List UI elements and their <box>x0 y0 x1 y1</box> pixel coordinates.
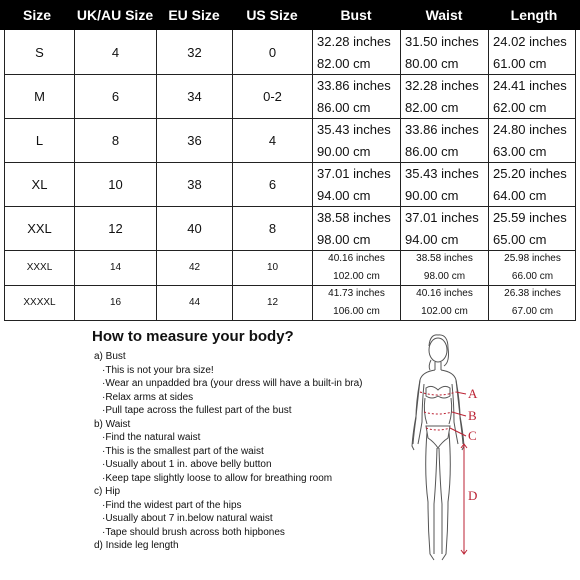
guide-line: ·Find the widest part of the hips <box>102 499 242 511</box>
table-header <box>0 0 580 30</box>
bust-inches: 40.16 inches <box>328 253 385 265</box>
waist-cell <box>400 162 488 206</box>
size-cell: L <box>4 118 74 162</box>
bust-cell <box>312 118 400 162</box>
uk-size-cell: 16 <box>74 285 156 320</box>
waist-cm: 80.00 cm <box>405 55 459 71</box>
waist-cm: 82.00 cm <box>405 99 459 115</box>
table-body <box>4 30 576 320</box>
header-length: Length <box>510 7 558 23</box>
length-inches: 24.41 inches <box>493 77 567 93</box>
header-waist: Waist <box>425 7 463 23</box>
bust-inches: 32.28 inches <box>317 33 391 49</box>
waist-cm: 86.00 cm <box>405 143 459 159</box>
length-inches: 24.80 inches <box>493 121 567 137</box>
length-inches: 25.59 inches <box>493 209 567 225</box>
bust-cell <box>312 206 400 250</box>
length-cm: 63.00 cm <box>493 143 547 159</box>
us-size-cell: 0 <box>232 30 312 74</box>
uk-size-cell: 12 <box>74 206 156 250</box>
bust-inches: 41.73 inches <box>328 288 385 300</box>
label-a: A <box>468 386 478 401</box>
bust-inches: 35.43 inches <box>317 121 391 137</box>
bust-cm: 98.00 cm <box>317 231 371 247</box>
bust-cell <box>312 162 400 206</box>
length-inches: 24.02 inches <box>493 33 567 49</box>
us-size-cell: 0-2 <box>232 74 312 118</box>
waist-inches: 33.86 inches <box>405 121 479 137</box>
length-cell <box>488 206 576 250</box>
waist-cm: 90.00 cm <box>405 187 459 203</box>
bust-cm: 102.00 cm <box>333 270 380 282</box>
waist-inches: 35.43 inches <box>405 165 479 181</box>
length-cell <box>488 162 576 206</box>
guide-line: ·Usually about 7 in.below natural waist <box>102 513 273 524</box>
bust-cm: 90.00 cm <box>317 143 371 159</box>
bust-cm: 94.00 cm <box>317 187 371 203</box>
eu-size-cell: 34 <box>156 74 232 118</box>
guide-line: ·Usually about 1 in. above belly button <box>102 459 272 470</box>
size-cell: XXL <box>4 206 74 250</box>
size-cell: XL <box>4 162 74 206</box>
eu-size-cell: 38 <box>156 162 232 206</box>
guide-line: ·This is not your bra size! <box>102 364 214 376</box>
label-c: C <box>468 428 477 443</box>
bust-cm: 86.00 cm <box>317 99 371 115</box>
uk-size-cell: 10 <box>74 162 156 206</box>
size-cell: S <box>4 30 74 74</box>
bust-inches: 37.01 inches <box>317 165 391 181</box>
length-inches: 26.38 inches <box>504 288 561 300</box>
length-cm: 62.00 cm <box>493 99 547 115</box>
header-us-size: US Size <box>246 7 298 23</box>
bust-cm: 82.00 cm <box>317 55 371 71</box>
header-bust: Bust <box>340 7 372 23</box>
bust-inches: 33.86 inches <box>317 77 391 93</box>
length-cm: 67.00 cm <box>511 305 554 317</box>
guide-line: ·This is the smallest part of the waist <box>102 445 264 457</box>
length-cm: 65.00 cm <box>493 231 547 247</box>
waist-cm: 94.00 cm <box>405 231 459 247</box>
table-row <box>4 206 576 251</box>
waist-inches: 38.58 inches <box>416 253 473 265</box>
waist-cell <box>400 74 488 118</box>
length-cell <box>488 74 576 118</box>
bust-cell <box>312 285 400 320</box>
label-b: B <box>468 408 477 423</box>
waist-cm: 98.00 cm <box>423 270 466 282</box>
uk-size-cell: 6 <box>74 74 156 118</box>
body-figure-diagram <box>400 332 510 572</box>
waist-cell <box>400 250 488 285</box>
size-cell: M <box>4 74 74 118</box>
us-size-cell: 8 <box>232 206 312 250</box>
guide-line: ·Keep tape slightly loose to allow for breathing room <box>102 472 333 484</box>
label-d: D <box>468 488 478 503</box>
waist-inches: 37.01 inches <box>405 209 479 225</box>
bust-cm: 106.00 cm <box>333 305 380 317</box>
guide-line: ·Find the natural waist <box>102 432 201 443</box>
table-row <box>4 250 576 286</box>
bust-cell <box>312 30 400 74</box>
eu-size-cell: 42 <box>156 250 232 285</box>
waist-cm: 102.00 cm <box>421 305 468 317</box>
us-size-cell: 10 <box>232 250 312 285</box>
table-right-border <box>575 30 576 320</box>
waist-inches: 32.28 inches <box>405 77 479 93</box>
length-cell <box>488 30 576 74</box>
eu-size-cell: 40 <box>156 206 232 250</box>
us-size-cell: 12 <box>232 285 312 320</box>
measurement-guide <box>94 350 414 553</box>
bust-inches: 38.58 inches <box>317 209 391 225</box>
us-size-cell: 6 <box>232 162 312 206</box>
header-eu-size: EU Size <box>168 7 220 23</box>
uk-size-cell: 14 <box>74 250 156 285</box>
length-cm: 64.00 cm <box>493 187 547 203</box>
table-row <box>4 30 576 75</box>
eu-size-cell: 32 <box>156 30 232 74</box>
guide-line: ·Wear an unpadded bra (your dress will have a built-in bra) <box>102 378 363 389</box>
guide-heading-hip: c) Hip <box>94 486 121 497</box>
uk-size-cell: 4 <box>74 30 156 74</box>
waist-cell <box>400 285 488 320</box>
guide-line: ·Relax arms at sides <box>102 391 194 403</box>
length-inches: 25.20 inches <box>493 165 567 181</box>
length-cm: 61.00 cm <box>493 55 547 71</box>
header-uk-au-size: UK/AU Size <box>76 7 154 23</box>
table-row <box>4 285 576 321</box>
uk-size-cell: 8 <box>74 118 156 162</box>
length-cell <box>488 250 576 285</box>
guide-heading-waist: b) Waist <box>94 418 131 430</box>
length-cell <box>488 285 576 320</box>
length-cell <box>488 118 576 162</box>
table-row <box>4 118 576 163</box>
guide-line: ·Pull tape across the fullest part of the bust <box>102 405 292 416</box>
guide-heading-bust: a) Bust <box>94 351 126 362</box>
waist-cell <box>400 118 488 162</box>
eu-size-cell: 44 <box>156 285 232 320</box>
guide-title: How to measure your body? <box>92 328 294 345</box>
bust-cell <box>312 74 400 118</box>
waist-inches: 40.16 inches <box>416 288 473 300</box>
guide-line: ·Tape should brush across both hipbones <box>102 526 285 538</box>
table-row <box>4 74 576 119</box>
length-cm: 66.00 cm <box>511 270 554 282</box>
guide-heading-inside-leg: d) Inside leg length <box>94 540 179 551</box>
table-row <box>4 162 576 207</box>
length-inches: 25.98 inches <box>504 253 561 265</box>
size-cell: XXXXL <box>4 285 74 320</box>
size-cell: XXXL <box>4 250 74 285</box>
us-size-cell: 4 <box>232 118 312 162</box>
waist-cell <box>400 30 488 74</box>
waist-inches: 31.50 inches <box>405 33 479 49</box>
waist-cell <box>400 206 488 250</box>
eu-size-cell: 36 <box>156 118 232 162</box>
bust-cell <box>312 250 400 285</box>
header-size: Size <box>22 7 51 23</box>
